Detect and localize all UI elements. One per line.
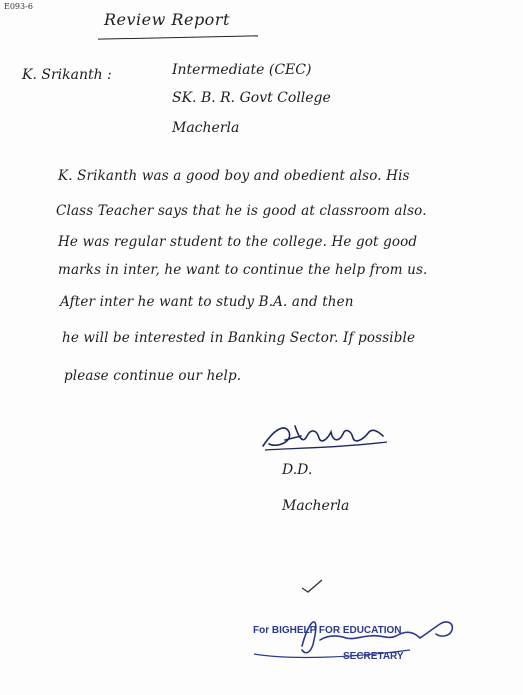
signature-andalu [255,418,395,458]
body-line: K. Srikanth was a good boy and obedient also. His [58,168,410,184]
body-line: He was regular student to the college. He got good [58,234,418,250]
designation: D.D. [282,462,313,478]
body-line: Class Teacher says that he is good at classroom also. [56,203,427,219]
course-text: Intermediate (CEC) [172,62,312,78]
body-line: marks in inter, he want to continue the help from us. [58,262,428,278]
body-line: he will be interested in Banking Sector. If possible [62,330,416,346]
college-text: SK. B. R. Govt College [172,90,331,106]
signatory-place: Macherla [282,498,350,514]
student-name-label: K. Srikanth : [22,67,112,83]
pen-tick-mark [300,578,324,594]
title-underline [98,35,258,40]
stamp-role: SECRETARY [343,651,404,662]
town-text: Macherla [172,120,240,136]
page-title: Review Report [104,10,230,29]
reference-id: E093-6 [4,2,33,11]
body-line: please continue our help. [64,368,242,384]
stamp-org-line: For BIGHELP FOR EDUCATION [253,625,402,636]
body-line: After inter he want to study B.A. and then [60,294,354,310]
